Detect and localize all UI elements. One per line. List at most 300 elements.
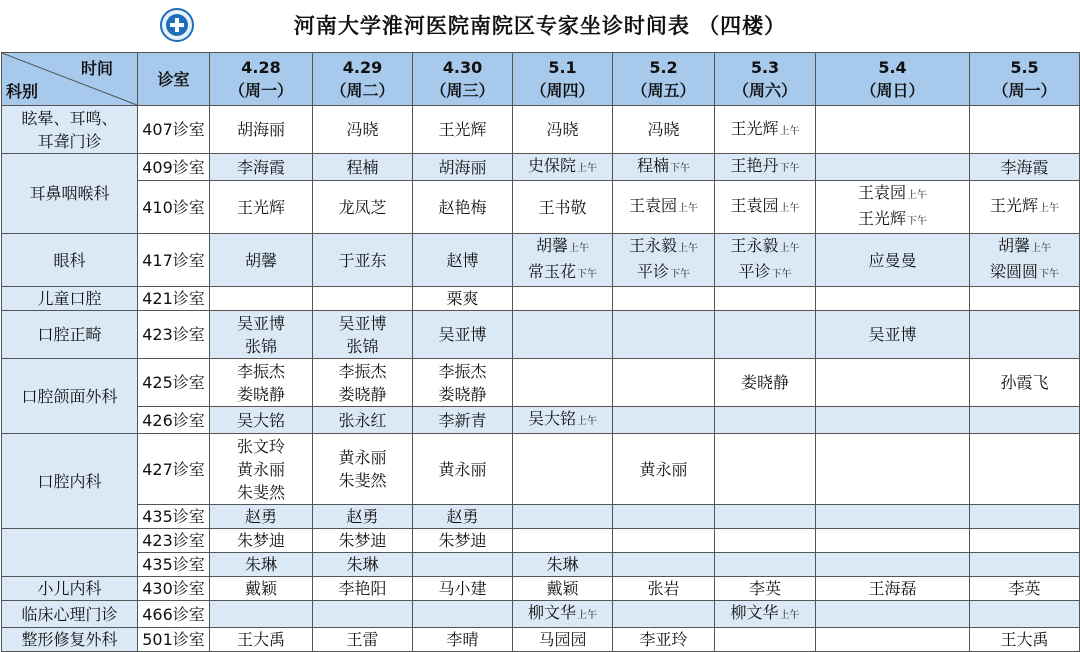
doctor-cell xyxy=(513,154,613,181)
header-row xyxy=(2,53,1080,106)
doctor-entry xyxy=(413,118,512,141)
doctor-name: 李海霞 xyxy=(1000,157,1049,177)
doctor-cell xyxy=(715,154,816,181)
doctor-cell xyxy=(210,181,313,234)
doctor-cell xyxy=(513,407,613,434)
room-cell: 430诊室 xyxy=(138,577,210,601)
doctor-name: 王雷 xyxy=(346,630,379,649)
doctor-name: 李艳阳 xyxy=(338,579,387,598)
session-tag: 上午 xyxy=(577,163,597,174)
empty-cell xyxy=(513,359,613,407)
dept-ent: 耳鼻咽喉科 xyxy=(2,154,138,234)
doctor-entry xyxy=(313,335,412,358)
doctor-entry xyxy=(613,260,714,286)
doctor-name: 王永毅 xyxy=(628,236,677,255)
doctor-entry xyxy=(210,553,312,576)
doctor-name: 王海磊 xyxy=(868,579,917,598)
doctor-entry xyxy=(313,577,412,600)
room-cell: 425诊室 xyxy=(138,359,210,407)
doctor-entry xyxy=(613,194,714,220)
doctor-cell xyxy=(313,505,413,529)
doctor-entry xyxy=(313,409,412,432)
doctor-name: 黄永丽 xyxy=(639,459,688,479)
doctor-name: 李亚玲 xyxy=(639,630,688,649)
doctor-name: 赵博 xyxy=(446,250,479,270)
doctor-name: 李英 xyxy=(748,579,781,598)
doctor-name: 娄晓静 xyxy=(338,384,387,404)
doctor-entry xyxy=(413,249,512,272)
doctor-cell xyxy=(816,577,970,601)
doctor-cell xyxy=(613,234,715,287)
empty-cell xyxy=(816,529,970,553)
doctor-entry xyxy=(970,628,1079,651)
doctor-cell xyxy=(210,407,313,434)
session-tag: 上午 xyxy=(779,125,800,137)
doctor-name: 赵勇 xyxy=(346,507,379,526)
dept-unlabeled xyxy=(2,529,138,577)
doctor-name: 李新青 xyxy=(438,410,487,430)
dept-vertigo: 眩晕、耳鸣、 耳聋门诊 xyxy=(2,106,138,154)
corner-cell xyxy=(2,53,138,106)
doctor-name: 马园园 xyxy=(538,630,587,649)
doctor-name: 孙霞飞 xyxy=(1000,373,1049,392)
doctor-name: 马小建 xyxy=(438,579,487,598)
doctor-entry xyxy=(313,383,412,406)
day-header: 5.1 （周四） xyxy=(513,53,613,106)
doctor-name: 王大禹 xyxy=(236,630,285,649)
doctor-cell xyxy=(313,553,413,577)
doctor-name: 胡海丽 xyxy=(438,157,487,177)
doctor-entry xyxy=(313,196,412,219)
doctor-entry xyxy=(313,553,412,576)
doctor-entry xyxy=(970,260,1079,286)
doctor-name: 常玉花 xyxy=(527,262,576,281)
empty-cell xyxy=(613,553,715,577)
doctor-name: 朱琳 xyxy=(346,555,379,574)
empty-cell xyxy=(613,505,715,529)
doctor-cell xyxy=(313,529,413,553)
doctor-entry xyxy=(513,407,612,433)
day-header: 5.3 （周六） xyxy=(715,53,816,106)
corner-time-label: 时间 xyxy=(80,59,113,78)
empty-cell xyxy=(513,434,613,505)
empty-cell xyxy=(970,287,1080,311)
doctor-cell xyxy=(970,577,1080,601)
doctor-name: 娄晓静 xyxy=(438,384,487,404)
day-header: 5.2 （周五） xyxy=(613,53,715,106)
doctor-name: 黄永丽 xyxy=(236,459,285,479)
doctor-entry xyxy=(513,260,612,286)
doctor-cell xyxy=(210,234,313,287)
dept-orthodontics: 口腔正畸 xyxy=(2,311,138,359)
empty-cell xyxy=(513,529,613,553)
doctor-entry xyxy=(313,529,412,552)
empty-cell xyxy=(816,407,970,434)
doctor-name: 黄永丽 xyxy=(338,448,387,467)
doctor-name: 王袁园 xyxy=(730,196,779,215)
room-col-header: 诊室 xyxy=(138,53,210,106)
doctor-name: 冯晓 xyxy=(346,120,379,139)
doctor-name: 朱梦迪 xyxy=(438,531,487,550)
empty-cell xyxy=(513,287,613,311)
doctor-cell xyxy=(210,505,313,529)
empty-cell xyxy=(970,407,1080,434)
doctor-entry xyxy=(313,156,412,179)
doctor-cell xyxy=(715,234,816,287)
table-row xyxy=(2,234,1080,287)
doctor-name: 赵艳梅 xyxy=(438,197,487,217)
doctor-name: 娄晓静 xyxy=(740,373,789,392)
doctor-name: 胡馨 xyxy=(535,236,568,255)
doctor-cell xyxy=(613,106,715,154)
dept-oral-surgery: 口腔颌面外科 xyxy=(2,359,138,434)
doctor-entry xyxy=(715,234,815,260)
doctor-entry xyxy=(210,249,312,272)
doctor-name: 张永红 xyxy=(338,410,387,430)
doctor-entry xyxy=(413,628,512,651)
doctor-entry xyxy=(313,360,412,383)
doctor-cell xyxy=(413,311,513,359)
table-row xyxy=(2,407,1080,434)
room-cell: 423诊室 xyxy=(138,311,210,359)
doctor-name: 吴大铭 xyxy=(236,410,285,430)
room-cell: 435诊室 xyxy=(138,553,210,577)
room-cell: 421诊室 xyxy=(138,287,210,311)
empty-cell xyxy=(816,359,970,407)
doctor-name: 李晴 xyxy=(446,630,479,649)
doctor-cell xyxy=(513,234,613,287)
doctor-name: 王光辉 xyxy=(236,197,285,217)
session-tag: 上午 xyxy=(678,203,698,214)
session-tag: 下午 xyxy=(779,163,800,174)
day-header: 5.5 （周一） xyxy=(970,53,1080,106)
doctor-entry xyxy=(816,323,969,346)
empty-cell xyxy=(816,601,970,628)
empty-cell xyxy=(715,287,816,311)
doctor-entry xyxy=(413,323,512,346)
doctor-cell xyxy=(613,154,715,181)
doctor-entry xyxy=(313,628,412,651)
table-row xyxy=(2,553,1080,577)
doctor-entry xyxy=(313,505,412,528)
session-tag: 下午 xyxy=(670,269,690,280)
doctor-entry xyxy=(613,458,714,481)
table-row xyxy=(2,106,1080,154)
doctor-cell xyxy=(413,106,513,154)
doctor-entry xyxy=(970,194,1079,220)
doctor-name: 李英 xyxy=(1008,579,1041,598)
doctor-name: 栗爽 xyxy=(446,289,479,308)
dept-pediatric-dental: 儿童口腔 xyxy=(2,287,138,311)
doctor-name: 柳文华 xyxy=(730,603,779,622)
day-header: 4.30 （周三） xyxy=(413,53,513,106)
doctor-entry xyxy=(413,360,512,383)
doctor-entry xyxy=(513,234,612,260)
doctor-cell xyxy=(715,601,816,628)
doctor-cell xyxy=(413,529,513,553)
room-cell: 426诊室 xyxy=(138,407,210,434)
room-cell: 423诊室 xyxy=(138,529,210,553)
doctor-cell xyxy=(313,359,413,407)
room-cell: 417诊室 xyxy=(138,234,210,287)
doctor-name: 冯晓 xyxy=(647,120,680,139)
table-row xyxy=(2,434,1080,505)
empty-cell xyxy=(970,106,1080,154)
doctor-name: 李海霞 xyxy=(236,157,285,177)
doctor-entry xyxy=(313,249,412,272)
doctor-cell xyxy=(210,106,313,154)
doctor-entry xyxy=(413,156,512,179)
empty-cell xyxy=(816,553,970,577)
doctor-entry xyxy=(313,446,412,469)
doctor-entry xyxy=(513,628,612,651)
session-tag: 下午 xyxy=(670,163,690,174)
doctor-entry xyxy=(210,156,312,179)
doctor-entry xyxy=(210,529,312,552)
doctor-cell xyxy=(513,577,613,601)
doctor-cell xyxy=(210,553,313,577)
doctor-entry xyxy=(513,154,612,180)
doctor-cell xyxy=(210,154,313,181)
doctor-entry xyxy=(210,409,312,432)
corner-dept-label: 科别 xyxy=(6,82,39,101)
empty-cell xyxy=(816,434,970,505)
doctor-cell xyxy=(613,628,715,652)
doctor-entry xyxy=(970,371,1079,394)
empty-cell xyxy=(715,505,816,529)
doctor-cell xyxy=(413,407,513,434)
doctor-cell xyxy=(313,434,413,505)
doctor-name: 朱斐然 xyxy=(338,471,387,490)
doctor-name: 史保院 xyxy=(527,156,576,175)
dept-pediatrics: 小儿内科 xyxy=(2,577,138,601)
doctor-cell xyxy=(413,577,513,601)
doctor-name: 王艳丹 xyxy=(730,156,779,175)
doctor-cell xyxy=(816,181,970,234)
session-tag: 下午 xyxy=(907,216,927,227)
session-tag: 上午 xyxy=(779,203,800,214)
doctor-name: 张锦 xyxy=(346,336,379,356)
doctor-cell xyxy=(970,234,1080,287)
doctor-entry xyxy=(413,529,512,552)
doctor-name: 平诊 xyxy=(636,262,669,281)
doctor-entry xyxy=(413,458,512,481)
session-tag: 下午 xyxy=(1039,269,1059,280)
doctor-entry xyxy=(210,481,312,504)
doctor-entry xyxy=(413,409,512,432)
doctor-cell xyxy=(613,181,715,234)
doctor-name: 戴颖 xyxy=(546,579,579,598)
session-tag: 上午 xyxy=(1031,243,1051,254)
doctor-entry xyxy=(613,577,714,600)
doctor-cell xyxy=(210,311,313,359)
doctor-cell xyxy=(413,434,513,505)
empty-cell xyxy=(413,601,513,628)
doctor-cell xyxy=(816,234,970,287)
doctor-name: 王书敬 xyxy=(538,197,587,217)
table-row xyxy=(2,628,1080,652)
doctor-cell xyxy=(715,359,816,407)
empty-cell xyxy=(970,601,1080,628)
session-tag: 下午 xyxy=(771,269,792,280)
doctor-entry xyxy=(613,118,714,141)
empty-cell xyxy=(715,553,816,577)
room-cell: 435诊室 xyxy=(138,505,210,529)
doctor-name: 胡馨 xyxy=(244,250,277,270)
empty-cell xyxy=(513,311,613,359)
doctor-cell xyxy=(210,434,313,505)
empty-cell xyxy=(613,529,715,553)
doctor-name: 王光辉 xyxy=(730,118,779,138)
dept-psychology: 临床心理门诊 xyxy=(2,601,138,628)
doctor-entry xyxy=(513,553,612,576)
doctor-name: 平诊 xyxy=(738,262,771,281)
doctor-entry xyxy=(513,577,612,600)
session-tag: 上午 xyxy=(678,243,698,254)
doctor-entry xyxy=(210,577,312,600)
doctor-cell xyxy=(715,106,816,154)
room-cell: 466诊室 xyxy=(138,601,210,628)
day-header: 4.28 （周一） xyxy=(210,53,313,106)
doctor-entry xyxy=(970,577,1079,600)
room-cell: 409诊室 xyxy=(138,154,210,181)
doctor-entry xyxy=(313,312,412,335)
empty-cell xyxy=(715,434,816,505)
doctor-cell xyxy=(210,628,313,652)
doctor-name: 冯晓 xyxy=(546,120,579,139)
doctor-name: 王大禹 xyxy=(1000,630,1049,649)
doctor-cell xyxy=(513,553,613,577)
doctor-name: 于亚东 xyxy=(338,250,387,270)
doctor-entry xyxy=(210,312,312,335)
empty-cell xyxy=(715,407,816,434)
doctor-cell xyxy=(970,628,1080,652)
table-row xyxy=(2,154,1080,181)
empty-cell xyxy=(816,106,970,154)
doctor-cell xyxy=(313,311,413,359)
schedule-table xyxy=(1,52,1080,652)
doctor-entry xyxy=(210,505,312,528)
doctor-cell xyxy=(816,311,970,359)
empty-cell xyxy=(513,505,613,529)
doctor-name: 张锦 xyxy=(244,336,277,356)
doctor-entry xyxy=(715,371,815,394)
doctor-entry xyxy=(613,154,714,180)
doctor-entry xyxy=(413,196,512,219)
doctor-name: 黄永丽 xyxy=(438,459,487,479)
doctor-cell xyxy=(313,628,413,652)
empty-cell xyxy=(715,529,816,553)
doctor-cell xyxy=(313,181,413,234)
empty-cell xyxy=(313,601,413,628)
doctor-name: 梁圆圆 xyxy=(989,262,1038,281)
empty-cell xyxy=(970,553,1080,577)
table-row xyxy=(2,359,1080,407)
doctor-cell xyxy=(970,154,1080,181)
doctor-name: 朱斐然 xyxy=(236,482,285,502)
doctor-cell xyxy=(413,628,513,652)
doctor-entry xyxy=(313,118,412,141)
session-tag: 上午 xyxy=(779,610,800,621)
doctor-entry xyxy=(210,196,312,219)
dept-oral-medicine: 口腔内科 xyxy=(2,434,138,529)
doctor-name: 李振杰 xyxy=(236,361,285,381)
doctor-entry xyxy=(613,234,714,260)
session-tag: 上午 xyxy=(577,610,597,621)
doctor-name: 吴亚博 xyxy=(868,325,917,344)
doctor-name: 程楠 xyxy=(636,156,669,175)
doctor-name: 朱梦迪 xyxy=(236,531,285,550)
doctor-name: 朱琳 xyxy=(244,555,277,574)
doctor-entry xyxy=(513,118,612,141)
doctor-name: 吴亚博 xyxy=(438,325,487,344)
dept-ophthalmology: 眼科 xyxy=(2,234,138,287)
session-tag: 下午 xyxy=(577,269,597,280)
empty-cell xyxy=(970,529,1080,553)
doctor-name: 吴亚博 xyxy=(338,313,387,333)
doctor-entry xyxy=(816,181,969,207)
empty-cell xyxy=(613,311,715,359)
room-cell: 410诊室 xyxy=(138,181,210,234)
doctor-entry xyxy=(715,117,815,143)
doctor-entry xyxy=(210,335,312,358)
empty-cell xyxy=(613,407,715,434)
empty-cell xyxy=(816,154,970,181)
doctor-name: 王永毅 xyxy=(730,236,779,255)
empty-cell xyxy=(970,311,1080,359)
doctor-entry xyxy=(513,601,612,627)
doctor-name: 胡海丽 xyxy=(236,120,285,139)
doctor-name: 王袁园 xyxy=(857,183,906,202)
doctor-cell xyxy=(413,181,513,234)
doctor-entry xyxy=(313,469,412,492)
table-row xyxy=(2,529,1080,553)
session-tag: 上午 xyxy=(577,416,597,427)
empty-cell xyxy=(613,287,715,311)
table-row xyxy=(2,577,1080,601)
empty-cell xyxy=(715,311,816,359)
empty-cell xyxy=(613,601,715,628)
table-row xyxy=(2,181,1080,234)
doctor-entry xyxy=(715,601,815,627)
empty-cell xyxy=(210,601,313,628)
doctor-cell xyxy=(413,359,513,407)
doctor-cell xyxy=(313,577,413,601)
doctor-cell xyxy=(613,434,715,505)
doctor-entry xyxy=(210,458,312,481)
doctor-entry xyxy=(413,287,512,310)
doctor-cell xyxy=(715,181,816,234)
room-cell: 427诊室 xyxy=(138,434,210,505)
doctor-cell xyxy=(210,529,313,553)
doctor-entry xyxy=(210,628,312,651)
session-tag: 上午 xyxy=(569,243,589,254)
table-row xyxy=(2,287,1080,311)
doctor-cell xyxy=(210,359,313,407)
doctor-entry xyxy=(210,118,312,141)
doctor-entry xyxy=(413,505,512,528)
doctor-name: 柳文华 xyxy=(527,603,576,622)
doctor-entry xyxy=(513,196,612,219)
doctor-entry xyxy=(715,154,815,180)
empty-cell xyxy=(413,553,513,577)
dept-plastic-surgery: 整形修复外科 xyxy=(2,628,138,652)
session-tag: 上午 xyxy=(1039,203,1059,214)
doctor-cell xyxy=(613,577,715,601)
doctor-name: 朱琳 xyxy=(546,555,579,574)
doctor-entry xyxy=(413,383,512,406)
doctor-name: 李振杰 xyxy=(338,361,387,381)
